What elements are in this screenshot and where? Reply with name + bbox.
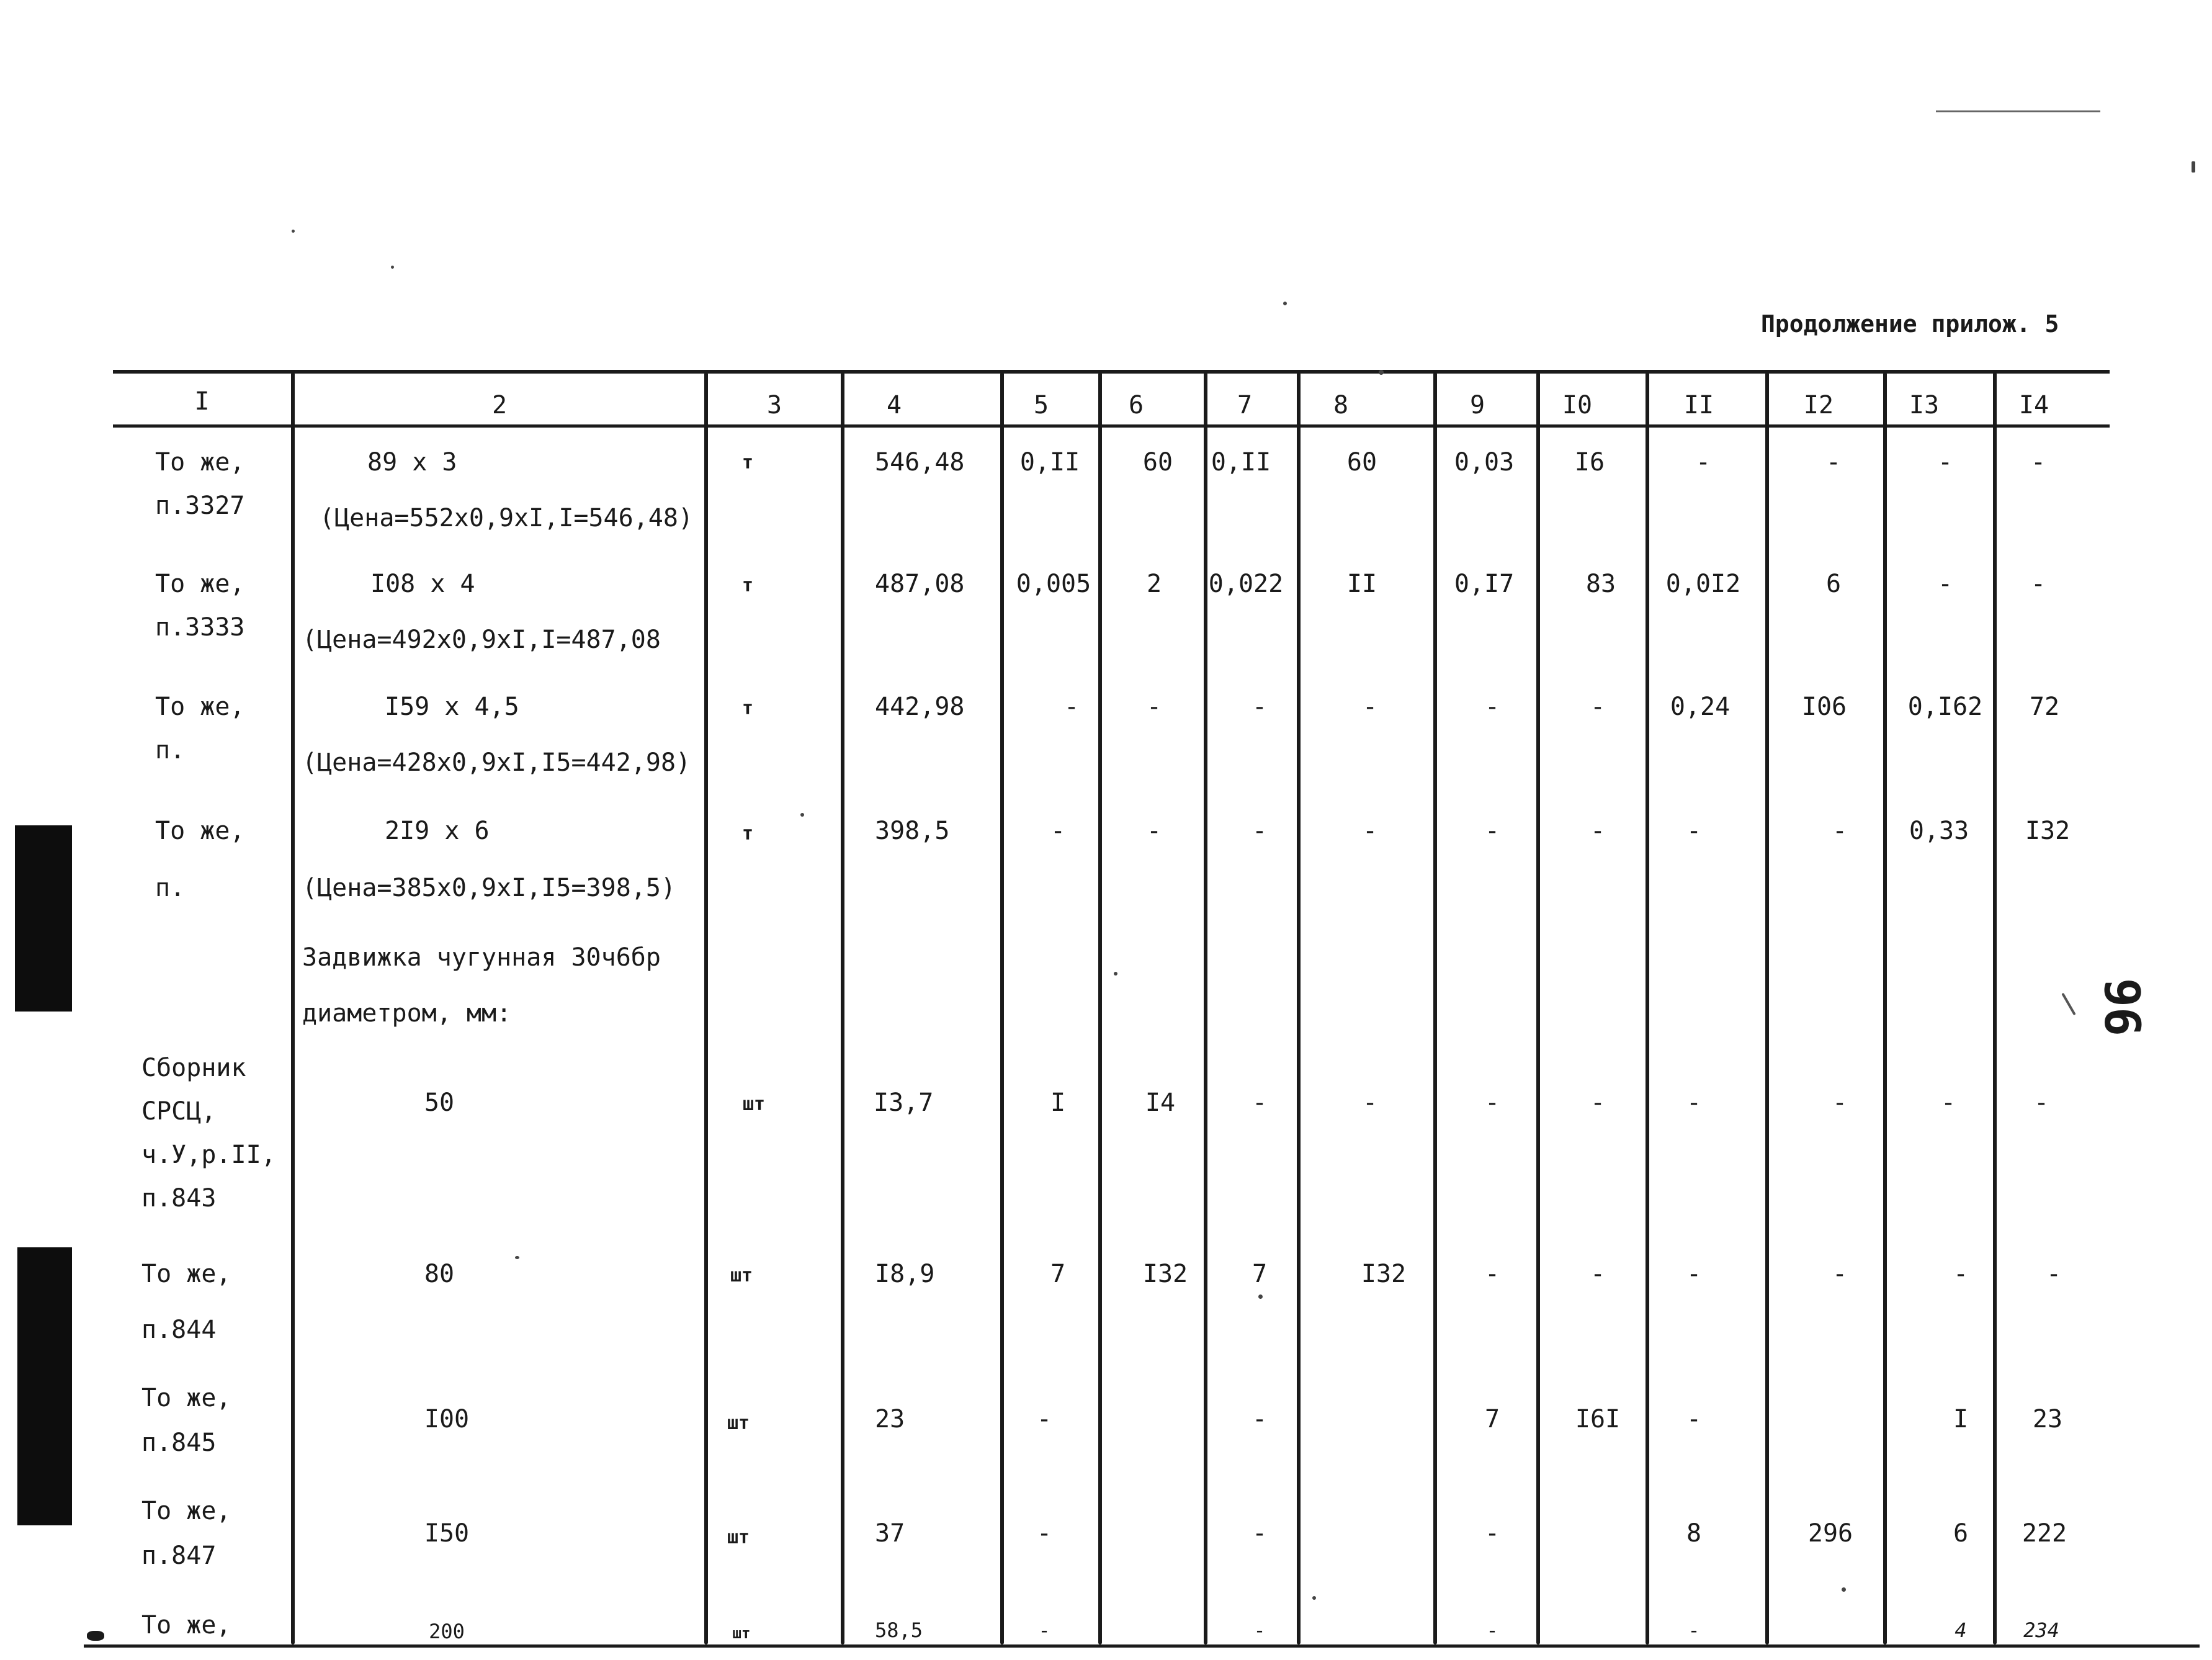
price-note: (Цена=385х0,9хI,I5=398,5)	[302, 874, 676, 902]
cell-c7: 0,022	[1208, 570, 1284, 598]
source-ref: Сборник	[141, 1054, 246, 1082]
cell-c10: -	[1590, 693, 1606, 721]
cell-c6: I4	[1145, 1088, 1176, 1117]
item-name: 80	[424, 1260, 455, 1288]
cell-c12: -	[1832, 1260, 1848, 1288]
scan-mark	[15, 825, 72, 1012]
scan-speck	[2061, 993, 2075, 1016]
col-divider	[1098, 372, 1102, 1644]
scan-dash	[1936, 110, 2100, 112]
table-top-rule	[113, 370, 2110, 374]
source-ref: То же,	[141, 1611, 231, 1640]
cell-c9: -	[1484, 1260, 1500, 1288]
column-header: I	[194, 387, 210, 416]
cell-c5: 0,005	[1016, 570, 1091, 598]
scan-speck	[515, 1256, 519, 1259]
cell-c11: 0,0I2	[1665, 570, 1741, 598]
cell-c10: -	[1590, 817, 1606, 845]
item-name: I08 х 4	[370, 570, 475, 598]
cell-c10: -	[1590, 1260, 1606, 1288]
col-divider	[1993, 372, 1997, 1644]
cell-c7: 7	[1252, 1260, 1268, 1288]
source-ref: п.847	[141, 1541, 217, 1570]
cell-c14: 23	[2032, 1405, 2063, 1433]
cell-c13: -	[1937, 448, 1953, 477]
table-bottom-rule	[84, 1644, 2200, 1648]
cell-c4: 58,5	[875, 1618, 923, 1642]
section-subtitle: диаметром, мм:	[302, 999, 512, 1028]
cell-c10: I6I	[1575, 1405, 1621, 1433]
source-ref: То же,	[155, 448, 245, 477]
unit: шт	[742, 1093, 766, 1115]
cell-c14: 72	[2029, 693, 2060, 721]
source-ref: СРСЦ,	[141, 1097, 217, 1126]
source-ref: То же,	[155, 570, 245, 598]
item-name: 89 х 3	[367, 448, 457, 477]
cell-c12: I06	[1801, 693, 1847, 721]
unit: т	[741, 698, 754, 719]
unit: шт	[727, 1412, 750, 1434]
cell-c11: 0,24	[1670, 693, 1731, 721]
cell-c10: I6	[1574, 448, 1605, 477]
cell-c9: -	[1484, 693, 1500, 721]
cell-c7: -	[1252, 1088, 1268, 1117]
scan-mark	[17, 1247, 72, 1525]
cell-c8: -	[1362, 1088, 1378, 1117]
unit: шт	[732, 1625, 751, 1642]
col-divider	[1765, 372, 1769, 1644]
header-bottom-rule	[113, 424, 2110, 428]
col-divider	[1883, 372, 1887, 1644]
cell-c12: 6	[1825, 570, 1842, 598]
cell-c5: 7	[1050, 1260, 1066, 1288]
column-header: 8	[1333, 391, 1349, 419]
cell-c8: II	[1346, 570, 1377, 598]
source-ref: То же,	[141, 1260, 231, 1288]
page-number: 96	[2093, 978, 2149, 1036]
unit: шт	[727, 1527, 750, 1548]
scan-speck	[391, 266, 394, 269]
cell-c9: -	[1486, 1618, 1498, 1642]
cell-c14: 234	[2023, 1618, 2059, 1642]
cell-c13: 4	[1955, 1618, 1967, 1642]
scan-speck	[800, 813, 804, 817]
column-header: 6	[1128, 391, 1144, 419]
cell-c9: -	[1484, 1088, 1500, 1117]
col-divider	[1000, 372, 1004, 1644]
cell-c13: 0,33	[1909, 817, 1969, 845]
cell-c4: 23	[875, 1405, 905, 1433]
cell-c4: I3,7	[874, 1088, 934, 1117]
col-divider	[1646, 372, 1649, 1644]
source-ref: ч.У,р.II,	[141, 1141, 276, 1169]
price-note: (Цена=428х0,9хI,I5=442,98)	[302, 748, 691, 777]
cell-c4: 398,5	[875, 817, 950, 845]
cell-c6: -	[1146, 693, 1162, 721]
cell-c5: I	[1050, 1088, 1066, 1117]
cell-c4: 546,48	[875, 448, 965, 477]
column-header: 3	[766, 391, 782, 419]
cell-c11: -	[1686, 1088, 1702, 1117]
source-ref: п.845	[141, 1429, 217, 1457]
scan-speck	[292, 230, 295, 233]
cell-c7: -	[1252, 1405, 1268, 1433]
cell-c12: -	[1832, 1088, 1848, 1117]
source-ref: То же,	[155, 817, 245, 845]
column-header: I2	[1803, 391, 1834, 419]
unit: т	[741, 452, 754, 473]
cell-c6: I32	[1142, 1260, 1188, 1288]
source-ref: п.843	[141, 1184, 217, 1213]
price-note: (Цена=552х0,9хI,I=546,48)	[320, 504, 694, 532]
item-name: I00	[424, 1405, 470, 1433]
cell-c5: -	[1036, 1405, 1052, 1433]
source-ref: То же,	[141, 1384, 231, 1412]
cell-c7: -	[1253, 1618, 1266, 1642]
column-header: 2	[491, 391, 508, 419]
cell-c10: -	[1590, 1088, 1606, 1117]
cell-c13: 6	[1953, 1519, 1969, 1548]
column-header: 4	[886, 391, 902, 419]
cell-c9: -	[1484, 1519, 1500, 1548]
cell-c14: I32	[2025, 817, 2071, 845]
source-ref: п.844	[141, 1316, 217, 1344]
source-ref: п.	[155, 874, 186, 902]
cell-c11: -	[1686, 1260, 1702, 1288]
col-divider	[1204, 372, 1207, 1644]
scan-speck	[1379, 370, 1384, 375]
cell-c8: -	[1362, 693, 1378, 721]
col-divider	[1433, 372, 1437, 1644]
cell-c4: 487,08	[875, 570, 965, 598]
cell-c7: -	[1252, 693, 1268, 721]
cell-c5: -	[1050, 817, 1066, 845]
cell-c11: -	[1688, 1618, 1700, 1642]
cell-c11: -	[1695, 448, 1711, 477]
item-name: I59 х 4,5	[385, 693, 519, 721]
cell-c9: 0,03	[1454, 448, 1515, 477]
column-header: 5	[1033, 391, 1049, 419]
cell-c10: 83	[1585, 570, 1616, 598]
cell-c12: 296	[1807, 1519, 1853, 1548]
column-header: II	[1683, 391, 1714, 419]
cell-c13: I	[1953, 1405, 1969, 1433]
cell-c7: -	[1252, 1519, 1268, 1548]
column-header: 7	[1237, 391, 1253, 419]
cell-c5: 0,II	[1019, 448, 1080, 477]
cell-c14: -	[2030, 570, 2046, 598]
cell-c6: 2	[1146, 570, 1162, 598]
col-divider	[291, 372, 295, 1644]
cell-c6: -	[1146, 817, 1162, 845]
cell-c13: -	[1940, 1088, 1956, 1117]
cell-c12: -	[1832, 817, 1848, 845]
cell-c6: 60	[1142, 448, 1173, 477]
item-name: 200	[429, 1620, 465, 1643]
scan-speck	[1842, 1587, 1846, 1592]
column-header: I0	[1562, 391, 1593, 419]
cell-c4: I8,9	[875, 1260, 935, 1288]
scan-speck	[87, 1631, 104, 1641]
source-ref: п.	[155, 736, 186, 765]
cell-c14: -	[2030, 448, 2046, 477]
source-ref: п.3333	[155, 613, 245, 642]
cell-c13: -	[1953, 1260, 1969, 1288]
section-title: Задвижка чугунная 30ч6бр	[302, 943, 661, 972]
cell-c11: -	[1686, 1405, 1702, 1433]
col-divider	[704, 372, 708, 1644]
cell-c5: -	[1038, 1618, 1050, 1642]
unit: т	[741, 575, 754, 596]
scan-speck	[1312, 1596, 1316, 1600]
cell-c5: -	[1036, 1519, 1052, 1548]
column-header: I3	[1909, 391, 1940, 419]
item-name: 50	[424, 1088, 455, 1117]
cell-c8: I32	[1361, 1260, 1407, 1288]
cell-c9: 0,I7	[1454, 570, 1515, 598]
cell-c8: -	[1362, 817, 1378, 845]
item-name: 2I9 х 6	[385, 817, 490, 845]
cell-c14: -	[2046, 1260, 2062, 1288]
cell-c13: -	[1937, 570, 1953, 598]
cell-c9: -	[1484, 817, 1500, 845]
cell-c9: 7	[1484, 1405, 1500, 1433]
column-header: 9	[1469, 391, 1485, 419]
cell-c14: 222	[2022, 1519, 2067, 1548]
continuation-label: Продолжение прилож. 5	[1761, 310, 2059, 338]
item-name: I50	[424, 1519, 470, 1548]
col-divider	[841, 372, 844, 1644]
cell-c7: -	[1252, 817, 1268, 845]
scan-speck	[2192, 161, 2195, 173]
scan-speck	[1258, 1294, 1263, 1299]
scan-speck	[1114, 972, 1117, 976]
source-ref: То же,	[155, 693, 245, 721]
cell-c4: 442,98	[875, 693, 965, 721]
unit: шт	[730, 1265, 753, 1286]
source-ref: То же,	[141, 1497, 231, 1525]
cell-c5: -	[1063, 693, 1080, 721]
cell-c11: 8	[1686, 1519, 1702, 1548]
scan-speck	[1283, 302, 1287, 305]
col-divider	[1536, 372, 1540, 1644]
col-divider	[1297, 372, 1301, 1644]
source-ref: п.3327	[155, 491, 245, 520]
column-header: I4	[2018, 391, 2049, 419]
cell-c11: -	[1686, 817, 1702, 845]
cell-c12: -	[1825, 448, 1842, 477]
cell-c8: 60	[1346, 448, 1377, 477]
cell-c14: -	[2033, 1088, 2049, 1117]
cell-c7: 0,II	[1211, 448, 1271, 477]
unit: т	[741, 823, 754, 845]
cell-c4: 37	[875, 1519, 905, 1548]
cell-c13: 0,I62	[1907, 693, 1983, 721]
price-note: (Цена=492х0,9хI,I=487,08	[302, 626, 661, 654]
